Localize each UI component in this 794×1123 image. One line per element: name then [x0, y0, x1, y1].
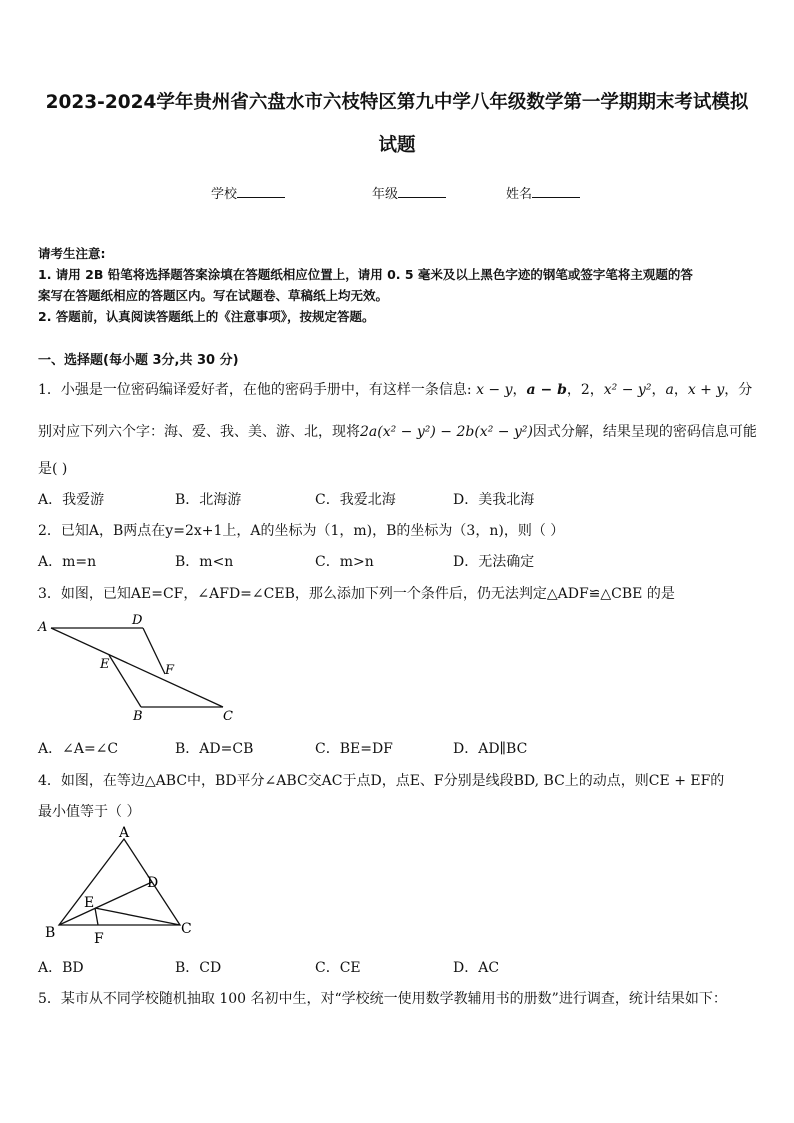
q3-line-df — [143, 628, 165, 674]
q1-option-d[interactable]: D．美我北海 — [453, 492, 535, 508]
q4-label-b: B — [45, 925, 56, 941]
q3-figure — [30, 608, 250, 728]
name-blank — [532, 185, 580, 198]
q1-line1: 1．小强是一位密码编译爱好者，在他的密码手册中，有这样一条信息: x − y，a − b，2，x² − y²，a，x + y，分 — [38, 382, 753, 398]
q3-option-b[interactable]: B．AD=CB — [175, 741, 254, 757]
q3-label-f: F — [165, 663, 175, 678]
q3-line-ac — [51, 628, 223, 707]
q3-label-c: C — [223, 709, 233, 724]
q1-code-2: a − b — [526, 382, 567, 398]
q1-code-5: a — [665, 382, 674, 398]
q3-label-b: B — [133, 709, 143, 724]
name-field — [506, 183, 580, 202]
q4-stem-line1: 4．如图，在等边△ABC中，BD平分∠ABC交AC于点D，点E、F分别是线段BD, BC上的动点，则CE + EF的 — [38, 773, 725, 789]
q4-line-bd — [59, 882, 152, 925]
exam-title-line2: 试题 — [378, 135, 416, 156]
school-label: 学校 — [211, 187, 238, 202]
q3-options — [38, 738, 758, 756]
q1-options — [38, 489, 758, 507]
q1-line2-pre: 别对应下列六个字：海、爱、我、美、游、北，现将 — [38, 424, 360, 440]
q2-option-c[interactable]: C．m>n — [315, 554, 374, 570]
q5-stem: 5．某市从不同学校随机抽取 100 名初中生，对“学校统一使用数学教辅用书的册数”进行调查，统计结果如下： — [38, 991, 727, 1007]
q2-option-d[interactable]: D．无法确定 — [453, 554, 535, 570]
q1-code-1: x − y — [476, 382, 513, 398]
q1-text: 1．小强是一位密码编译爱好者，在他的密码手册中，有这样一条信息: — [38, 382, 472, 398]
school-blank — [237, 185, 285, 198]
q1-option-c[interactable]: C．我爱北海 — [315, 492, 396, 508]
q1-line2 — [38, 421, 758, 441]
q4-label-e: E — [84, 895, 95, 911]
q1-code-4: x² − y² — [603, 382, 652, 398]
notice-item1-line2: 案写在答题纸相应的答题区内。写在试题卷、草稿纸上均无效。 — [38, 288, 389, 303]
q2-options — [38, 551, 758, 569]
q3-option-c[interactable]: C．BE=DF — [315, 741, 393, 757]
section-heading: 一、选择题(每小题 3分,共 30 分) — [38, 353, 239, 368]
grade-blank — [398, 185, 446, 198]
q1-line1-end: ，分 — [724, 382, 753, 398]
q4-option-b[interactable]: B．CD — [175, 960, 222, 976]
q2-stem: 2．已知A，B两点在y=2x+1上，A的坐标为（1，m)，B的坐标为（3，n)，则（ ） — [38, 523, 565, 539]
q4-label-c: C — [181, 921, 192, 937]
q2-option-a[interactable]: A．m=n — [38, 554, 97, 570]
notice-item1-line1: 1. 请用 2B 铅笔将选择题答案涂填在答题纸相应位置上，请用 0. 5 毫米及以上黑色字迹的钢笔或签字笔将主观题的答 — [38, 267, 693, 282]
q2-option-b[interactable]: B．m<n — [175, 554, 234, 570]
q4-options — [38, 957, 758, 975]
q3-stem: 3．如图，已知AE=CF，∠AFD=∠CEB，那么添加下列一个条件后，仍无法判定△ADF≌△CBE 的是 — [38, 586, 675, 602]
q4-stem-line2: 最小值等于（ ） — [38, 804, 141, 820]
exam-title-line1: 2023-2024学年贵州省六盘水市六枝特区第九中学八年级数学第一学期期末考试模拟 — [45, 92, 749, 113]
q1-line2-post: 因式分解，结果呈现的密码信息可能 — [532, 424, 757, 440]
q4-line-ef — [95, 908, 98, 925]
notice-block — [38, 243, 758, 327]
q1-line3: 是( ) — [38, 461, 68, 477]
q1-option-b[interactable]: B．北海游 — [175, 492, 242, 508]
q4-figure — [38, 822, 208, 950]
q4-option-d[interactable]: D．AC — [453, 960, 500, 976]
q3-label-d: D — [132, 613, 143, 628]
q1-code-6: x + y — [687, 382, 725, 398]
q4-option-a[interactable]: A．BD — [38, 960, 84, 976]
notice-heading: 请考生注意: — [38, 246, 106, 261]
q4-option-c[interactable]: C．CE — [315, 960, 361, 976]
q3-option-a[interactable]: A．∠A=∠C — [38, 741, 119, 757]
name-label: 姓名 — [506, 187, 533, 202]
q3-line-eb — [109, 655, 141, 707]
q3-label-a: A — [38, 620, 48, 635]
notice-item2: 2. 答题前，认真阅读答题纸上的《注意事项》，按规定答题。 — [38, 309, 375, 324]
q4-label-d: D — [147, 875, 159, 891]
q1-code-3: 2 — [580, 382, 590, 398]
school-field — [211, 183, 285, 202]
q4-label-a: A — [119, 825, 130, 841]
q3-label-e: E — [100, 657, 110, 672]
grade-label: 年级 — [372, 187, 399, 202]
grade-field — [372, 183, 446, 202]
q4-triangle — [59, 839, 180, 925]
q1-option-a[interactable]: A．我爱游 — [38, 492, 105, 508]
q1-expression: 2a(x² − y²) − 2b(x² − y²) — [360, 424, 533, 440]
q4-label-f: F — [94, 931, 104, 947]
q3-option-d[interactable]: D．AD∥BC — [453, 741, 528, 757]
q4-line-ec — [95, 908, 180, 925]
